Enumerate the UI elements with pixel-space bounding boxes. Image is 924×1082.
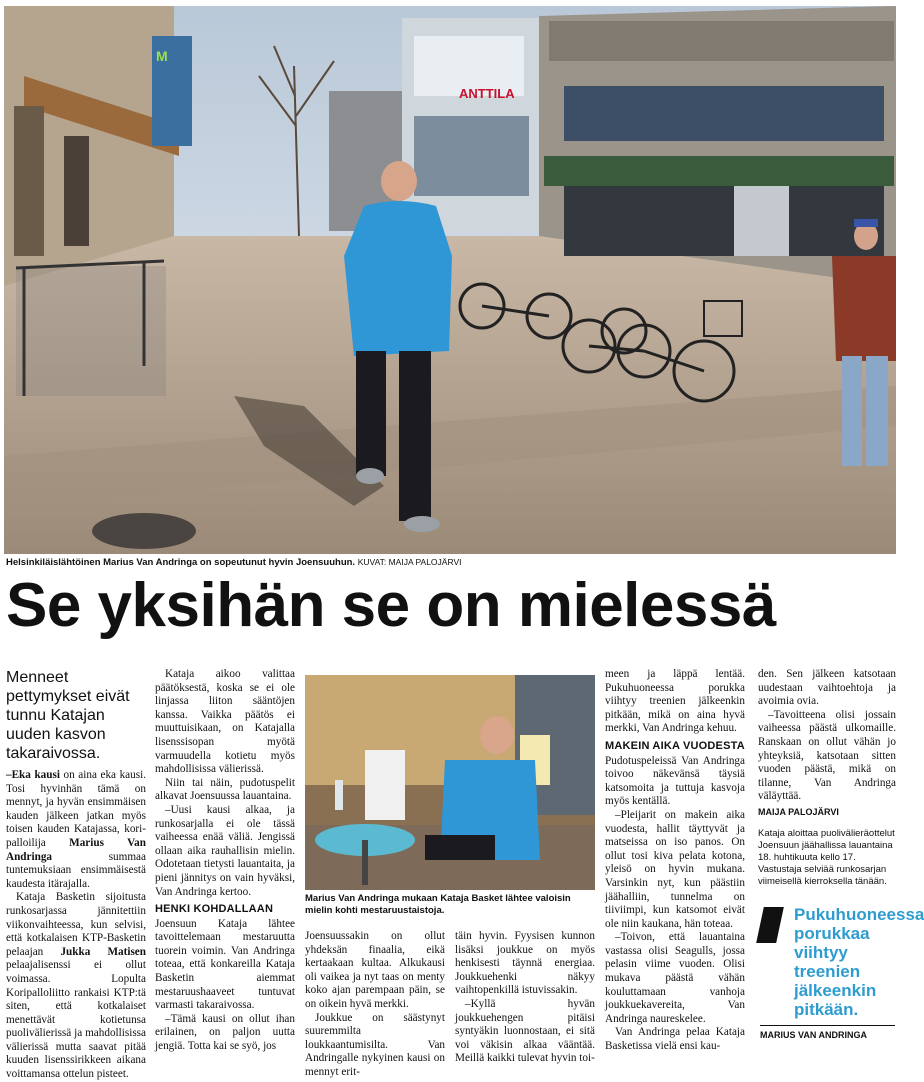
headline: Se yksihän se on mielessä bbox=[6, 571, 776, 640]
lead-text: on aina eka kausi. Tosi hyvinhän tämä on mennyt, ja hyvän ensimmäisen kauden jälkeen jatkan myös toisen kauden Katajassa, koripalloilija bbox=[6, 769, 146, 849]
paragraph: –Uusi kausi alkaa, ja runkosarjalla ei ole tässä vaiheessa enää väliä. Jengissä ollaan aika rauhallisin mielin. Odotetaan tietysti lauantaita, ja pieni jännitys on vain hyväksi, Van Andringa kertoo. bbox=[155, 803, 295, 898]
paragraph: Joensuussakin on ollut yhdeksän finaalia, eikä kertaakaan kultaa. Alkukausi oli vaikea ja nyt taas on menty koko ajan parempaan päin, se on oikein hyvä merkki. bbox=[305, 930, 445, 1010]
paragraph-text: pelaajalisenssi ei ollut voimassa. Lopulta Koripalloliitto rankaisi KTP:tä siten, että kotkalaiset menettävät kotietunsa puolivälierissä ja mahdollisissa välierissä mutta saavat pitää kuuden lisenssirikkeen aikana voittamansa ottelun pisteet. bbox=[6, 959, 146, 1081]
column-3 bbox=[305, 930, 445, 1078]
anttila-sign: ANTTILA bbox=[459, 86, 515, 101]
column-4 bbox=[455, 930, 595, 1065]
column-1 bbox=[6, 668, 146, 1081]
pull-quote-attribution: MARIUS VAN ANDRINGA bbox=[760, 1030, 867, 1040]
paragraph: Niin tai näin, pudotuspelit alkavat Joensuussa lauantaina. bbox=[155, 776, 295, 803]
info-box: Kataja aloittaa puolivälieräottelut Joensuun jäähallissa lauantaina 18. huhtikuuta kello 17. Vastustaja selviää runkosarjan viimeisellä kierroksella tänään. bbox=[758, 827, 895, 887]
paragraph bbox=[6, 891, 146, 1081]
inset-caption: Marius Van Andringa mukaan Kataja Basket lähtee valoisin mielin kohti mestaruustaistoja. bbox=[305, 893, 571, 916]
paragraph: –Tavoitteena olisi jossain vaiheessa päästä ulkomaille. Ranskaan on ollut vähän jo yhteyksiä, katsotaan sitten vuoden päästä, mikä on tilanne, Van Andringa väläyttää. bbox=[758, 708, 896, 803]
column-2 bbox=[155, 668, 295, 1060]
player-name: Marius Van Andringa bbox=[6, 836, 146, 863]
photo-caption bbox=[6, 557, 461, 568]
paragraph: Joukkue on säästynyt suuremmilta loukkaantumisilta. Van Andringalle nykyinen kausi on mennyt erit- bbox=[305, 1011, 445, 1078]
lead-text-end: summaa tuntemuksiaan ensimmäisestä kaudesta itärajalla. bbox=[6, 850, 146, 890]
deck: Menneet pettymykset eivät tunnu Katajan uuden kasvon takaraivossa. bbox=[6, 669, 130, 762]
byline: MAIJA PALOJÄRVI bbox=[758, 806, 839, 817]
paragraph: –Pleijarit on makein aika vuodesta, hallit täyttyvät ja matseissa on iso panos. On ollut tosi kiva pelata kotona, yleisö on hyvin mukana. Varsinkin nyt, kun päästiin jäähalliin, tunnelma on tiiviimpi, kun katsomot eivät ole niin kaukana, hän toteaa. bbox=[605, 808, 745, 930]
main-photo bbox=[4, 6, 896, 554]
quote-mark-icon bbox=[756, 907, 784, 943]
street-scene-image bbox=[4, 6, 896, 554]
subhead: HENKI KOHDALLAAN bbox=[155, 903, 274, 916]
subhead: MAKEIN AIKA VUODESTA bbox=[605, 739, 745, 752]
lead-in: –Eka kausi bbox=[6, 769, 60, 781]
paragraph: –Toivon, että lauantaina vastassa olisi Seagulls, jossa pelasin viime vuoden. Olisi mukava päästä vähän kouluttamaan vanhoja joukkuekavereita, Van Andringa naureskelee. bbox=[605, 931, 745, 1025]
paragraph: den. Sen jälkeen katsotaan uudestaan vaihtoehtoja ja avoimia ovia. bbox=[758, 668, 896, 708]
caption-text: Helsinkiläislähtöinen Marius Van Andringa on sopeutunut hyvin Joensuuhun. bbox=[6, 557, 356, 568]
lead-paragraph bbox=[6, 769, 146, 891]
column-6 bbox=[758, 668, 896, 898]
inset-photo bbox=[305, 675, 595, 890]
ktp-player-name: Jukka Matisen bbox=[60, 945, 146, 958]
paragraph: Kataja aikoo valittaa päätöksestä, koska se ei ole linjassa liiton sääntöjen kanssa. Vaikka päätös ei muuttuisikaan, on Katajalla lisenssisopan myötä varmuudella kotietu myös mahdollisissa välierissä. bbox=[155, 668, 295, 776]
paragraph: Van Andringa pelaa Kataja Basketissa vielä ensi kau- bbox=[605, 1026, 745, 1053]
paragraph: –Tämä kausi on ollut ihan erilainen, on paljon uutta jengiä. Totta kai se syö, jos bbox=[155, 1012, 295, 1053]
column-5 bbox=[605, 668, 745, 1060]
pull-quote bbox=[760, 905, 924, 1040]
svg-text:M: M bbox=[156, 48, 168, 64]
divider bbox=[760, 1025, 895, 1026]
paragraph: Pudotuspeleissä Van Andringa toivoo näkevänsä täysiä katsomoita ja tuttuja kasvoja myös kentällä. bbox=[605, 754, 745, 808]
paragraph: täin hyvin. Fyysisen kunnon lisäksi joukkue on myös henkisesti täynnä energiaa. Joukkuehenki näkyy vaihtopenkillä istuvissakin. bbox=[455, 930, 595, 997]
paragraph-text: Kataja Basketin sijoitusta runkosarjassa jännitettiin viikonvaihteessa, kun selvisi, että kotkalaisen KTP-Basketin pelaajan bbox=[6, 891, 146, 958]
pull-quote-text: Pukuhuoneessa porukkaa viihtyy treenien jälkeenkin pitkään. bbox=[794, 905, 924, 1019]
cafe-image bbox=[305, 675, 595, 890]
paragraph: meen ja läppä lentää. Pukuhuoneessa porukka viihtyy treenien jälkeenkin pitkään, mikä on aina hyvä merkki, Van Andringa kehuu. bbox=[605, 668, 745, 735]
paragraph: –Kyllä hyvän joukkuehengen pitäisi syntyäkin luonnostaan, ei sitä voi väkisin alkaa vääntää. Meillä kaikki tulevat hyvin toi- bbox=[455, 997, 595, 1065]
photo-credit: KUVAT: MAIJA PALOJÄRVI bbox=[357, 557, 462, 567]
paragraph: Joensuun Kataja lähtee tavoittelemaan mestaruutta tuorein voimin. Van Andringa toteaa, että konkareilla Kataja Basketin aiemmat mestaruushaaveet tuntuvat varmasti takaraivossa. bbox=[155, 917, 295, 1012]
